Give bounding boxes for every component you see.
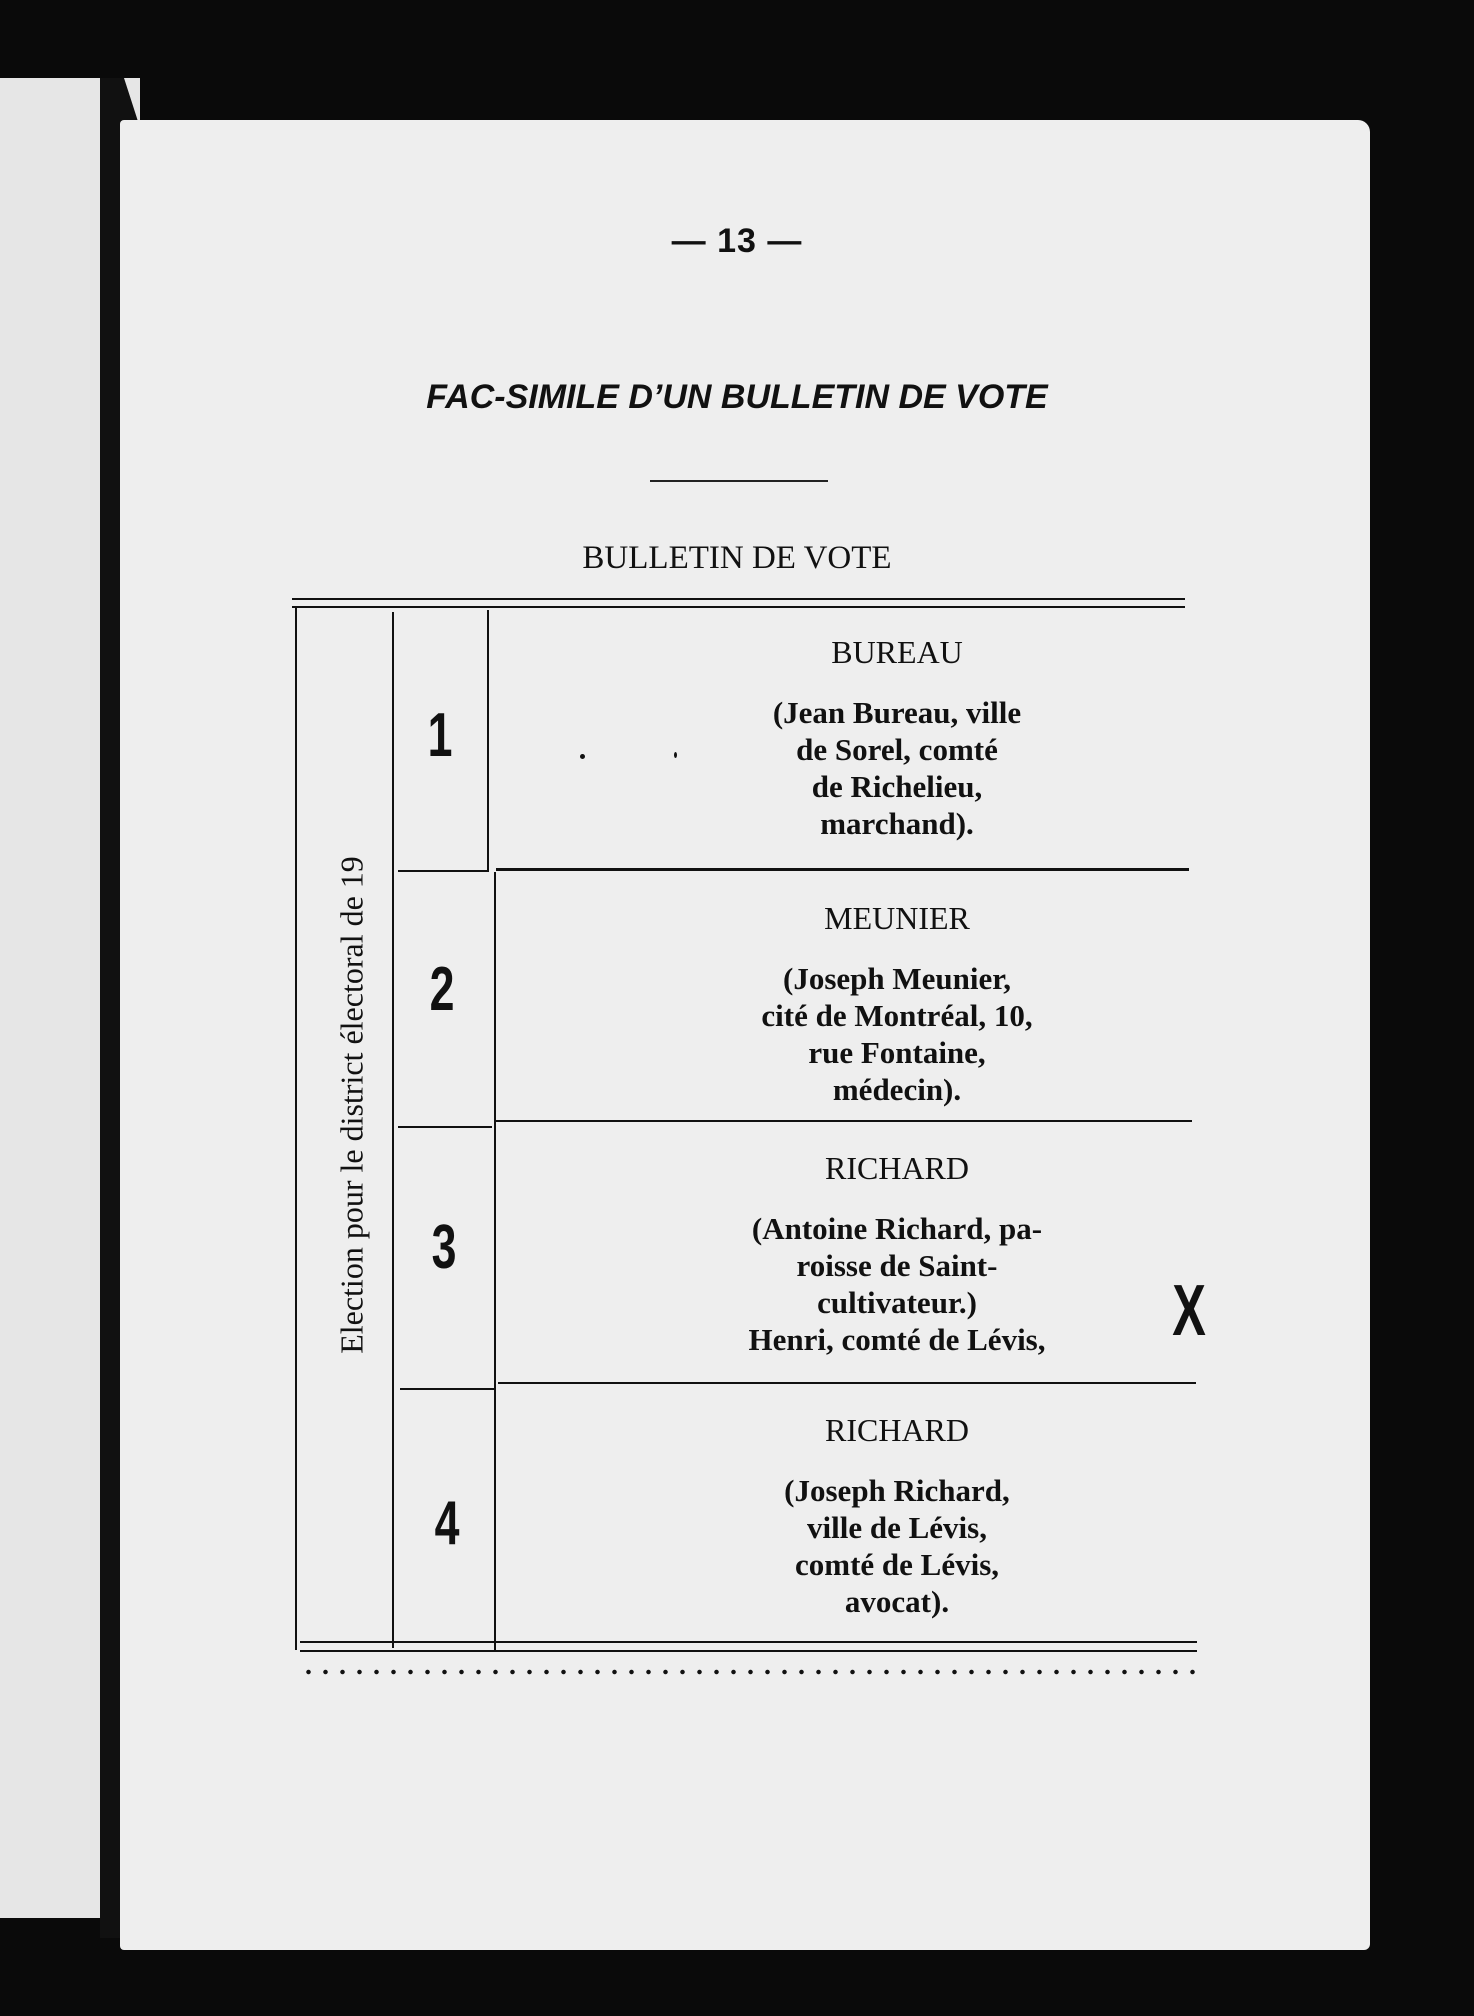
row-separator-2 xyxy=(496,1120,1192,1122)
candidate-number-1: 1 xyxy=(427,701,453,770)
candidate-detail xyxy=(622,694,1172,842)
number-row-separator-3 xyxy=(400,1388,494,1390)
detail-line: cité de Montréal, 10, xyxy=(761,998,1033,1033)
document-title: FAC-SIMILE D’UN BULLETIN DE VOTE xyxy=(426,378,1048,416)
candidate-number-2: 2 xyxy=(429,955,455,1024)
column-divider-2b xyxy=(494,872,496,1650)
bottom-rule-inner xyxy=(300,1641,1197,1643)
detail-line: marchand). xyxy=(820,806,974,841)
candidate-name: BUREAU xyxy=(831,634,963,670)
candidate-number-3: 3 xyxy=(431,1213,457,1282)
column-divider-2a xyxy=(487,610,489,872)
candidate-detail xyxy=(622,960,1172,1108)
candidate-detail xyxy=(622,1210,1172,1358)
number-row-separator-1 xyxy=(398,870,489,872)
ink-speck xyxy=(580,754,585,759)
detail-line: cultivateur.) xyxy=(817,1285,977,1320)
candidate-number-4: 4 xyxy=(434,1489,460,1558)
detail-line: rue Fontaine, xyxy=(808,1035,986,1070)
vote-mark: X xyxy=(1172,1271,1206,1351)
top-rule-outer xyxy=(292,598,1185,600)
detail-line: de Richelieu, xyxy=(811,769,983,804)
row-separator-1 xyxy=(496,868,1189,871)
candidate-detail xyxy=(622,1472,1172,1620)
candidate-name: RICHARD xyxy=(824,1412,969,1448)
candidate-name: MEUNIER xyxy=(824,900,970,936)
left-border xyxy=(295,608,297,1650)
detail-line: roisse de Saint- xyxy=(796,1248,998,1283)
title-divider xyxy=(650,480,828,482)
detail-line: (Jean Bureau, ville xyxy=(772,695,1022,730)
ballot-heading: BULLETIN DE VOTE xyxy=(582,540,892,576)
detail-line: médecin). xyxy=(832,1072,962,1107)
top-rule-inner xyxy=(292,606,1185,608)
row-separator-3 xyxy=(498,1382,1196,1384)
detail-line: (Joseph Richard, xyxy=(784,1473,1010,1508)
detail-line: (Antoine Richard, pa- xyxy=(751,1211,1043,1246)
district-label: Election pour le district électoral de 19 xyxy=(333,856,370,1354)
ink-speck xyxy=(674,752,677,758)
detail-line: de Sorel, comté xyxy=(796,732,998,767)
candidate-entry-4 xyxy=(622,1410,1172,1620)
candidate-name: RICHARD xyxy=(824,1150,969,1186)
detail-line: avocat). xyxy=(844,1584,950,1619)
bottom-rule-outer xyxy=(300,1650,1197,1652)
number-row-separator-2 xyxy=(398,1126,492,1128)
detail-line: (Joseph Meunier, xyxy=(783,961,1011,996)
column-divider-1 xyxy=(392,612,394,1648)
candidate-entry-1 xyxy=(622,632,1172,842)
dotted-line xyxy=(300,1668,1200,1676)
candidate-entry-3 xyxy=(622,1148,1172,1358)
detail-line: comté de Lévis, xyxy=(794,1547,1000,1582)
candidate-entry-2 xyxy=(622,898,1172,1108)
detail-line: Henri, comté de Lévis, xyxy=(748,1322,1046,1357)
detail-line: ville de Lévis, xyxy=(807,1510,987,1545)
page-number: — 13 — xyxy=(671,222,803,260)
